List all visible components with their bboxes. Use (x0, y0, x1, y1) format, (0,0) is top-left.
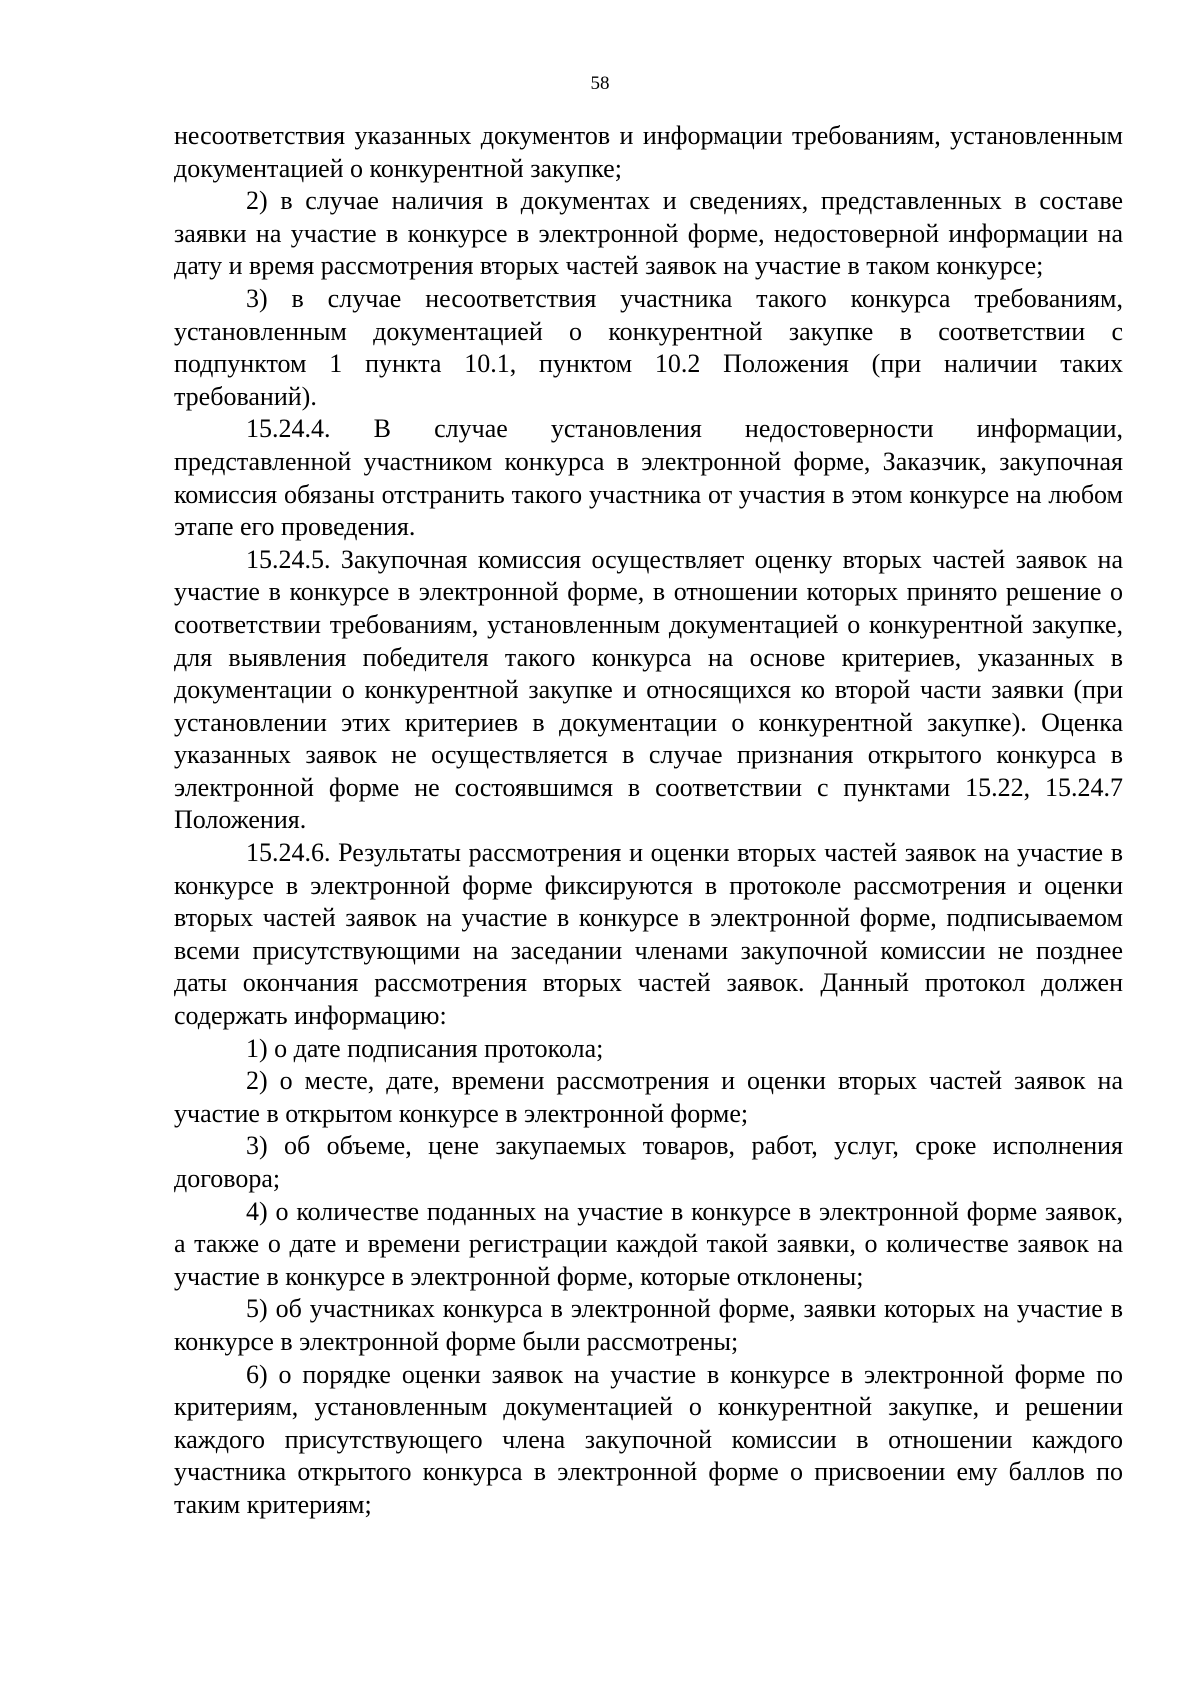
list-item-5: 5) об участниках конкурса в электронной форме, заявки которых на участие в конкурсе в электронной форме были рассмотрены; (174, 1294, 1123, 1356)
paragraph-item-2: 2) в случае наличия в документах и сведениях, представленных в составе заявки на участие в конкурсе в электронной форме, недостоверной информации на дату и время рассмотрения вторых частей заявок на участие в таком конкурсе; (174, 186, 1123, 281)
paragraph-15-24-5: 15.24.5. Закупочная комиссия осуществляет оценку вторых частей заявок на участие в конкурсе в электронной форме, в отношении которых принято решение о соответствии требованиям, установленным документацией о конкурентной закупке, для выявления победителя такого конкурса на основе критериев, указанных в документации о конкурентной закупке и относящихся ко второй части заявки (при установлении этих критериев в документации о конкурентной закупке). Оценка указанных заявок не осуществляется в случае признания открытого конкурса в электронной форме не состоявшимся в соответствии с пунктами 15.22, 15.24.7 Положения. (174, 544, 1123, 835)
list-item-1: 1) о дате подписания протокола; (246, 1033, 604, 1063)
list-item-6: 6) о порядке оценки заявок на участие в конкурсе в электронной форме по критериям, установленным документацией о конкурентной закупке, и решении каждого присутствующего члена закупочной комиссии в отношении каждого участника открытого конкурса в электронной форме о присвоении ему баллов по таким критериям; (174, 1359, 1123, 1519)
paragraph-15-24-6: 15.24.6. Результаты рассмотрения и оценки вторых частей заявок на участие в конкурсе в электронной форме фиксируются в протоколе рассмотрения и оценки вторых частей заявок на участие в конкурсе в электронной форме, подписываемом всеми присутствующими на заседании членами закупочной комиссии не позднее даты окончания рассмотрения вторых частей заявок. Данный протокол должен содержать информацию: (174, 838, 1123, 1031)
paragraph-item-3: 3) в случае несоответствия участника такого конкурса требованиям, установленным документацией о конкурентной закупке в соответствии с подпунктом 1 пункта 10.1, пунктом 10.2 Положения (при наличии таких требований). (174, 283, 1123, 411)
paragraph-continuation: несоответствия указанных документов и информации требованиям, установленным документацией о конкурентной закупке; (174, 121, 1123, 183)
document-body (174, 120, 1123, 1522)
page-number: 58 (590, 73, 610, 94)
list-item-2: 2) о месте, дате, времени рассмотрения и оценки вторых частей заявок на участие в открытом конкурсе в электронной форме; (174, 1066, 1123, 1128)
list-item-3: 3) об объеме, цене закупаемых товаров, работ, услуг, сроке исполнения договора; (174, 1131, 1123, 1193)
list-item-4: 4) о количестве поданных на участие в конкурсе в электронной форме заявок, а также о дате и времени регистрации каждой такой заявки, о количестве заявок на участие в конкурсе в электронной форме, которые отклонены; (174, 1196, 1123, 1291)
paragraph-15-24-4: 15.24.4. В случае установления недостоверности информации, представленной участником конкурса в электронной форме, Заказчик, закупочная комиссия обязаны отстранить такого участника от участия в этом конкурсе на любом этапе его проведения. (174, 414, 1123, 542)
